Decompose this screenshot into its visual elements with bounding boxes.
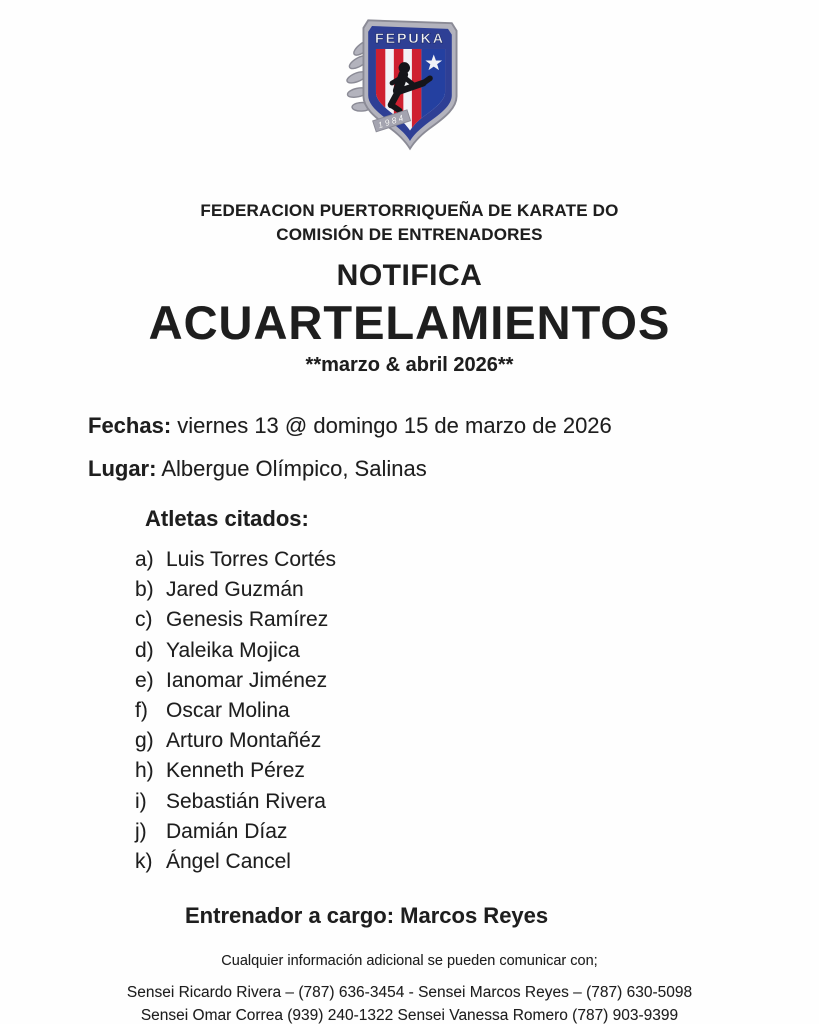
- lugar-label: Lugar:: [88, 456, 157, 481]
- list-item: [135, 605, 819, 635]
- contact-line-1: Sensei Ricardo Rivera – (787) 636-3454 - Sensei Marcos Reyes – (787) 630-5098: [126, 984, 693, 1002]
- athletes-heading: Atletas citados:: [145, 506, 309, 531]
- athlete-name: Damián Díaz: [166, 819, 288, 843]
- list-item: [135, 847, 819, 877]
- list-item: [135, 787, 819, 817]
- list-item: [135, 696, 819, 726]
- item-letter: c): [135, 608, 153, 632]
- list-item: [135, 636, 819, 666]
- fechas-value: viernes 13 @ domingo 15 de marzo de 2026: [177, 413, 612, 438]
- date-range-subtitle: **marzo & abril 2026**: [305, 354, 514, 376]
- item-letter: k): [135, 850, 153, 874]
- item-letter: e): [135, 668, 154, 692]
- athlete-name: Sebastián Rivera: [166, 789, 326, 813]
- athlete-name: Oscar Molina: [166, 699, 290, 723]
- item-letter: f): [135, 699, 148, 723]
- org-name-line1: FEDERACION PUERTORRIQUEÑA DE KARATE DO: [200, 201, 619, 220]
- lugar-value: Albergue Olímpico, Salinas: [161, 456, 427, 481]
- document-header: [0, 199, 819, 377]
- lugar-line: [88, 456, 819, 482]
- athlete-name: Yaleika Mojica: [166, 638, 300, 662]
- item-letter: i): [135, 789, 147, 813]
- contact-lines: [0, 982, 819, 1027]
- athlete-name: Kenneth Pérez: [166, 759, 305, 783]
- athlete-name: Ángel Cancel: [166, 850, 291, 874]
- item-letter: j): [135, 819, 147, 843]
- item-letter: g): [135, 729, 154, 753]
- contact-line-2: Sensei Omar Correa (939) 240-1322 Sensei Vanessa Romero (787) 903-9399: [140, 1006, 679, 1024]
- athlete-list: [135, 545, 819, 877]
- item-letter: b): [135, 578, 154, 602]
- list-item: [135, 756, 819, 786]
- logo-wordmark: FEPUKA: [374, 31, 445, 48]
- list-item: [135, 726, 819, 756]
- list-item: [135, 817, 819, 847]
- athlete-name: Ianomar Jiménez: [166, 668, 328, 692]
- fechas-line: [88, 413, 819, 439]
- item-letter: d): [135, 638, 154, 662]
- org-name-line2: COMISIÓN DE ENTRENADORES: [276, 225, 543, 244]
- item-letter: h): [135, 759, 154, 783]
- fepuka-shield-logo: [334, 8, 486, 160]
- athlete-name: Genesis Ramírez: [166, 608, 329, 632]
- additional-info-line: Cualquier información adicional se pueden comunicar con;: [221, 953, 598, 970]
- fechas-label: Fechas:: [88, 413, 172, 438]
- athlete-name: Arturo Montañéz: [166, 729, 322, 753]
- item-letter: a): [135, 548, 154, 571]
- list-item: [135, 575, 819, 605]
- athlete-name: Jared Guzmán: [166, 578, 304, 602]
- logo-container: [0, 0, 819, 165]
- founding-year-text: 1984: [376, 111, 407, 131]
- list-item: [135, 545, 819, 575]
- athlete-name: Luis Torres Cortés: [166, 548, 337, 571]
- notice-word: NOTIFICA: [336, 259, 483, 292]
- list-item: [135, 666, 819, 696]
- coach-line: Entrenador a cargo: Marcos Reyes: [185, 903, 549, 929]
- event-details: [88, 413, 819, 482]
- page-title: ACUARTELAMIENTOS: [148, 296, 671, 349]
